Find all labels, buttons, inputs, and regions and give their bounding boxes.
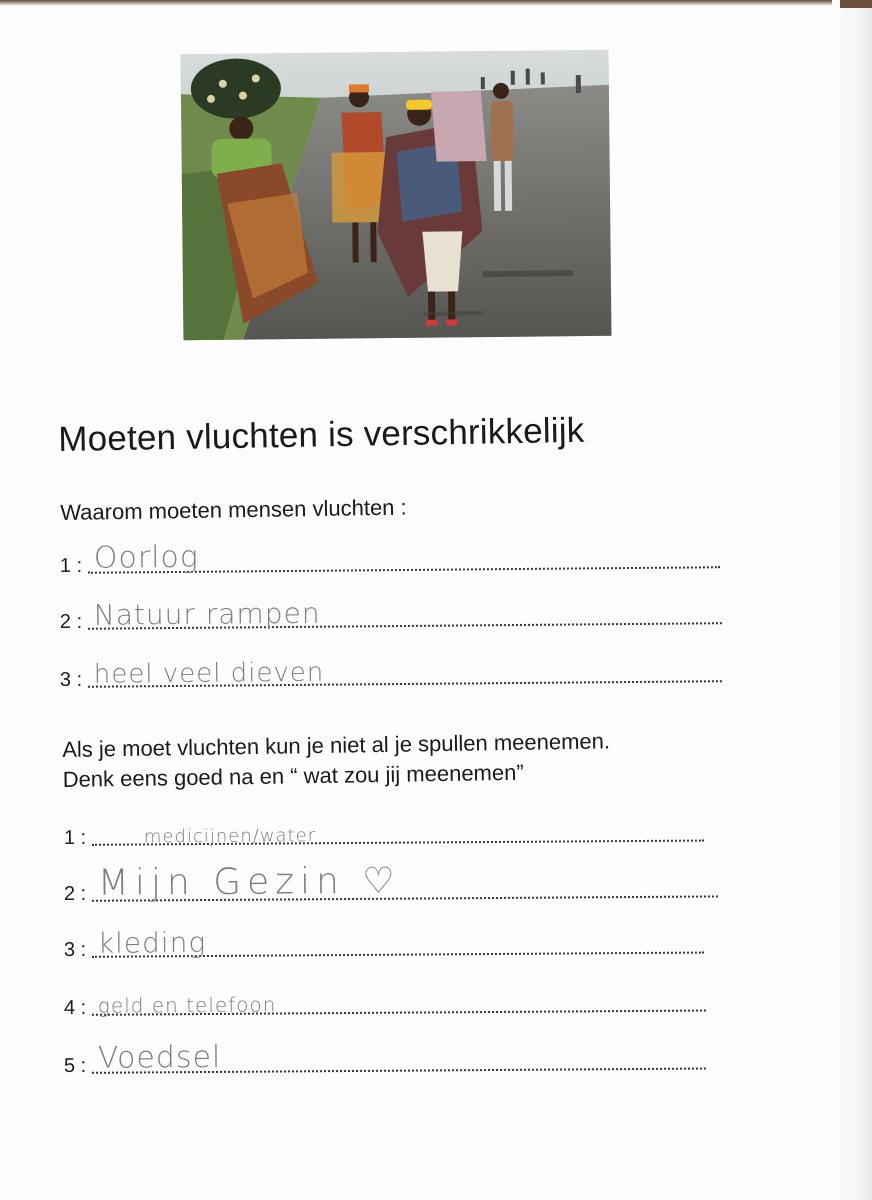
question-2-prompt-line-2: Denk eens goed na en “ wat zou jij meenemen”: [62, 759, 524, 792]
answer-number: 1 :: [59, 554, 83, 578]
answer-number: 4 :: [63, 996, 87, 1020]
answer-line-q1-1[interactable]: [59, 539, 720, 580]
handwritten-answer: Oorlog: [93, 539, 199, 576]
answer-number: 3 :: [63, 938, 87, 962]
scan-edge-top: [0, 0, 872, 6]
answer-line-q1-3[interactable]: [60, 658, 722, 694]
answer-line-q1-2[interactable]: [59, 596, 722, 636]
answer-line-q2-4[interactable]: [64, 988, 706, 1022]
answer-number: 1 :: [63, 826, 87, 850]
answer-number: 2 :: [63, 882, 87, 906]
question-1-prompt: Waarom moeten mensen vluchten :: [60, 494, 407, 525]
scan-edge-right: [832, 0, 872, 1200]
answer-number: 3 :: [59, 668, 83, 692]
answer-line-q2-3[interactable]: [63, 926, 704, 964]
handwritten-answer: Mijn Gezin ♡: [97, 860, 401, 904]
handwritten-answer: heel veel dieven: [93, 657, 325, 690]
handwritten-answer: Natuur rampen: [93, 596, 321, 632]
refugees-photo-drawing: [181, 50, 612, 340]
answer-number: 2 :: [59, 610, 83, 634]
answer-line-q2-5[interactable]: [63, 1039, 706, 1080]
handwritten-answer: Voedsel: [97, 1039, 222, 1076]
handwritten-answer: geld en telefoon: [97, 992, 277, 1018]
worksheet-title: Moeten vluchten is verschrikkelijk: [58, 410, 585, 459]
question-2-prompt-line-1: Als je moet vluchten kun je niet al je spullen meenemen.: [62, 728, 611, 762]
scan-corner: [840, 0, 872, 8]
answer-line-q2-2[interactable]: [63, 860, 718, 908]
answer-line-q2-1[interactable]: [64, 818, 704, 852]
answer-number: 5 :: [63, 1054, 87, 1078]
handwritten-answer: medicijnen/water: [143, 825, 317, 848]
handwritten-answer: kleding: [97, 926, 207, 960]
question-2-prompt: [62, 726, 611, 795]
refugees-photo: [181, 50, 612, 340]
